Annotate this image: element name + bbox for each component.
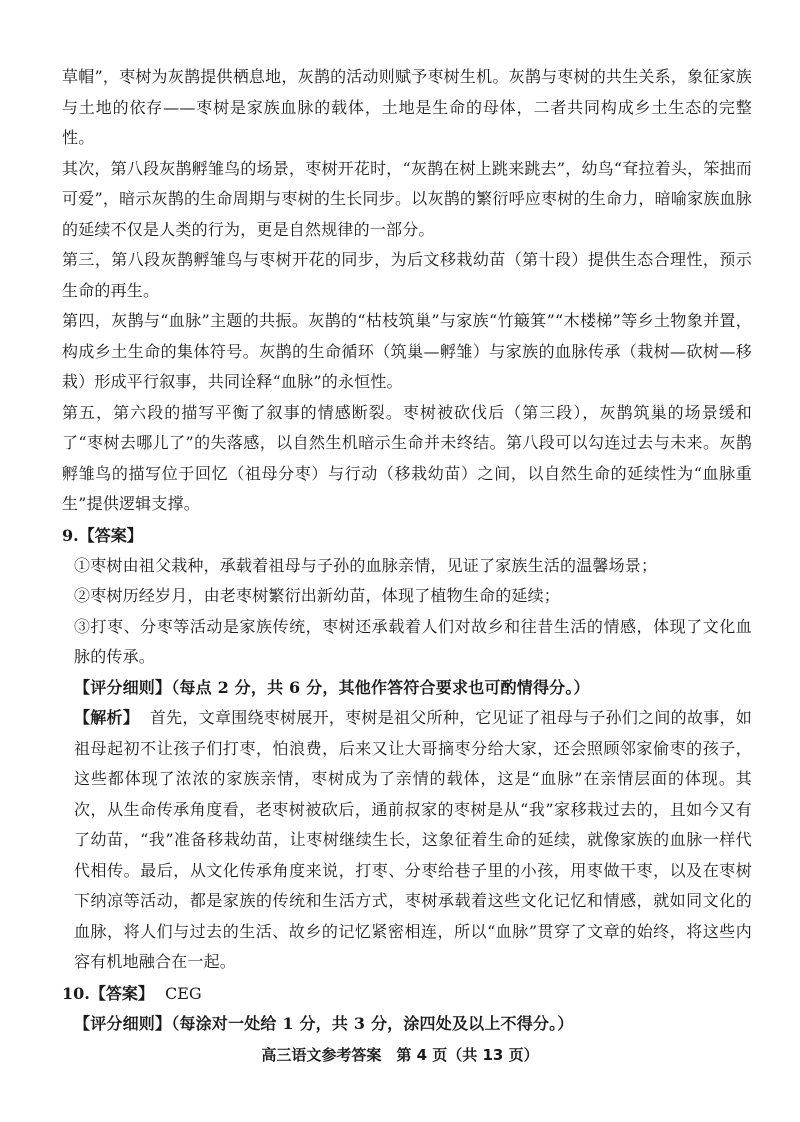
question-9-scoring-tag: 【评分细则】 xyxy=(74,677,172,697)
answer-page xyxy=(62,62,752,1039)
question-9-point-2: ②枣树历经岁月，由老枣树繁衍出新幼苗，体现了植物生命的延续； xyxy=(74,586,561,605)
continued-paragraph: 草帽”，枣树为灰鹊提供栖息地，灰鹊的活动则赋予枣树生机。灰鹊与枣树的共生关系，象征家族与土地的依存——枣树是家族血脉的载体，土地是生命的母体，二者共同构成乡土生态的完整性。 xyxy=(62,67,752,147)
question-9-scoring-text: （每点 2 分，共 6 分，其他作答符合要求也可酌情得分。） xyxy=(171,677,590,697)
question-9-answer-tag: 【答案】 xyxy=(78,525,143,545)
paragraph-fourth: 第四，灰鹊与“血脉”主题的共振。灰鹊的“枯枝筑巢”与家族“竹簸箕”“木楼梯”等乡土物象并置，构成乡土生命的集体符号。灰鹊的生命循环（筑巢—孵雏）与家族的血脉传承（栽树—砍树—移栽）形成平行叙事，共同诠释“血脉”的永恒性。 xyxy=(62,311,752,391)
question-10-scoring xyxy=(62,1009,752,1040)
question-9-number: 9. xyxy=(62,525,79,545)
question-9-analysis-text: 首先，文章围绕枣树展开，枣树是祖父所种，它见证了祖母与子孙们之间的故事，如祖母起初不让孩子们打枣，怕浪费，后来又让大哥摘枣分给大家，还会照顾邻家偷枣的孩子，这些都体现了浓浓的家族亲情，枣树成为了亲情的载体，这是“血脉”在亲情层面的体现。其次，从生命传承角度看，老枣树被砍后，通前叔家的枣树是从“我”家移栽过去的，且如今又有了幼苗，“我”准备移栽幼苗，让枣树继续生长，这象征着生命的延续，就像家族的血脉一样代代相传。最后，从文化传承角度来说，打枣、分枣给巷子里的小孩，用枣做干枣，以及在枣树下纳凉等活动，都是家族的传统和生活方式，枣树承载着这些文化记忆和情感，就如同文化的血脉，将人们与过去的生活、故乡的记忆紧密相连，所以“血脉”贯穿了文章的始终，将这些内容有机地融合在一起。 xyxy=(74,708,752,971)
question-10 xyxy=(62,978,752,1040)
page-footer: 高三语文参考答案 第 4 页（共 13 页） xyxy=(261,1046,539,1064)
question-9-scoring xyxy=(62,673,752,704)
question-10-scoring-text: （每涂对一处给 1 分，共 3 分，涂四处及以上不得分。） xyxy=(171,1013,574,1033)
question-10-answer-tag: 【答案】 xyxy=(89,983,154,1003)
question-10-scoring-tag: 【评分细则】 xyxy=(74,1013,172,1033)
paragraph-fifth: 第五，第六段的描写平衡了叙事的情感断裂。枣树被砍伐后（第三段），灰鹊筑巢的场景缓和了“枣树去哪儿了”的失落感，以自然生机暗示生命并未终结。第八段可以勾连过去与未来。灰鹊孵雏鸟的描写位于回忆（祖母分枣）与行动（移栽幼苗）之间，以自然生命的延续性为“血脉重生”提供逻辑支撑。 xyxy=(62,402,752,513)
question-9-heading xyxy=(62,520,752,551)
paragraph-third: 第三，第八段灰鹊孵雏鸟与枣树开花的同步，为后文移栽幼苗（第十段）提供生态合理性，预示生命的再生。 xyxy=(62,250,752,300)
question-10-number: 10. xyxy=(62,983,90,1003)
question-10-answer: CEG xyxy=(165,983,202,1003)
question-9-point-3: ③打枣、分枣等活动是家族传统，枣树还承载着人们对故乡和往昔生活的情感，体现了文化血脉的传承。 xyxy=(74,616,752,666)
question-9 xyxy=(62,520,752,978)
question-10-heading xyxy=(62,978,752,1009)
question-9-analysis xyxy=(62,703,752,978)
question-9-point-1: ①枣树由祖父栽种，承载着祖母与子孙的血脉亲情，见证了家族生活的温馨场景； xyxy=(74,555,658,575)
question-9-analysis-tag: 【解析】 xyxy=(74,708,140,727)
paragraph-second: 其次，第八段灰鹊孵雏鸟的场景，枣树开花时，“灰鹊在树上跳来跳去”，幼鸟“耷拉着头，笨拙而可爱”，暗示灰鹊的生命周期与枣树的生长同步。以灰鹊的繁衍呼应枣树的生命力，暗喻家族血脉的延续不仅是人类的行为，更是自然规律的一部分。 xyxy=(62,158,752,239)
